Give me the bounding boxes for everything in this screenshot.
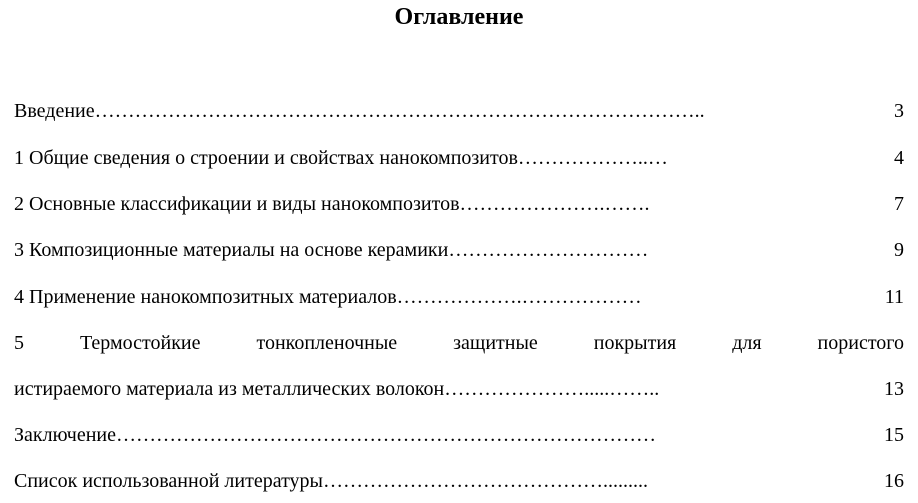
toc-entry-chapter-5[interactable] (14, 374, 904, 404)
toc-entry-introduction[interactable] (14, 96, 904, 126)
toc-entry-label: 3 Композиционные материалы на основе керамики (14, 239, 449, 261)
toc-entry-references[interactable] (14, 466, 904, 496)
toc-entry-conclusion[interactable] (14, 420, 904, 450)
toc-page-number: 7 (894, 193, 904, 215)
toc-entry-label: 1 Общие сведения о строении и свойствах нанокомпозитов (14, 147, 518, 169)
toc-entry-label: Список использованной литературы (14, 470, 323, 492)
toc-page-number: 9 (894, 239, 904, 261)
dot-leader: ……………………………………………………………………………….. (94, 100, 705, 122)
toc-entry-label: Заключение (14, 424, 116, 446)
toc-page-number: 13 (884, 378, 904, 400)
toc-entry-chapter-2[interactable] (14, 189, 904, 219)
toc-entry-label: истираемого материала из металлических волокон (14, 378, 445, 400)
toc-entry-chapter-5-line-1[interactable]: 5 Термостойкие тонкопленочные защитные покрытия для пористого (14, 332, 904, 354)
dot-leader: ………………….……. (459, 193, 650, 215)
dot-leader: ……………………………………………………………………… (116, 424, 656, 446)
page-title: Оглавление (394, 4, 524, 30)
toc-page-number: 15 (884, 424, 904, 446)
dot-leader: ……………….……………… (396, 286, 642, 308)
dot-leader: ………………………… (448, 239, 649, 261)
toc-entry-label: 2 Основные классификации и виды нанокомпозитов (14, 193, 460, 215)
toc-entry-label: 4 Применение нанокомпозитных материалов (14, 286, 397, 308)
dot-leader: ………………….....…….. (444, 378, 660, 400)
toc-entry-chapter-3[interactable] (14, 235, 904, 265)
toc-entry-chapter-4[interactable] (14, 282, 904, 312)
toc-page-number: 16 (884, 470, 904, 492)
dot-leader: ……………………………………......... (322, 470, 648, 492)
toc-page-number: 4 (894, 147, 904, 169)
dot-leader: ………………..… (517, 147, 668, 169)
toc-page-number: 11 (884, 286, 904, 308)
toc-entry-label: Введение (14, 100, 95, 122)
toc-entry-chapter-1[interactable] (14, 143, 904, 173)
toc-page-number: 3 (894, 100, 904, 122)
